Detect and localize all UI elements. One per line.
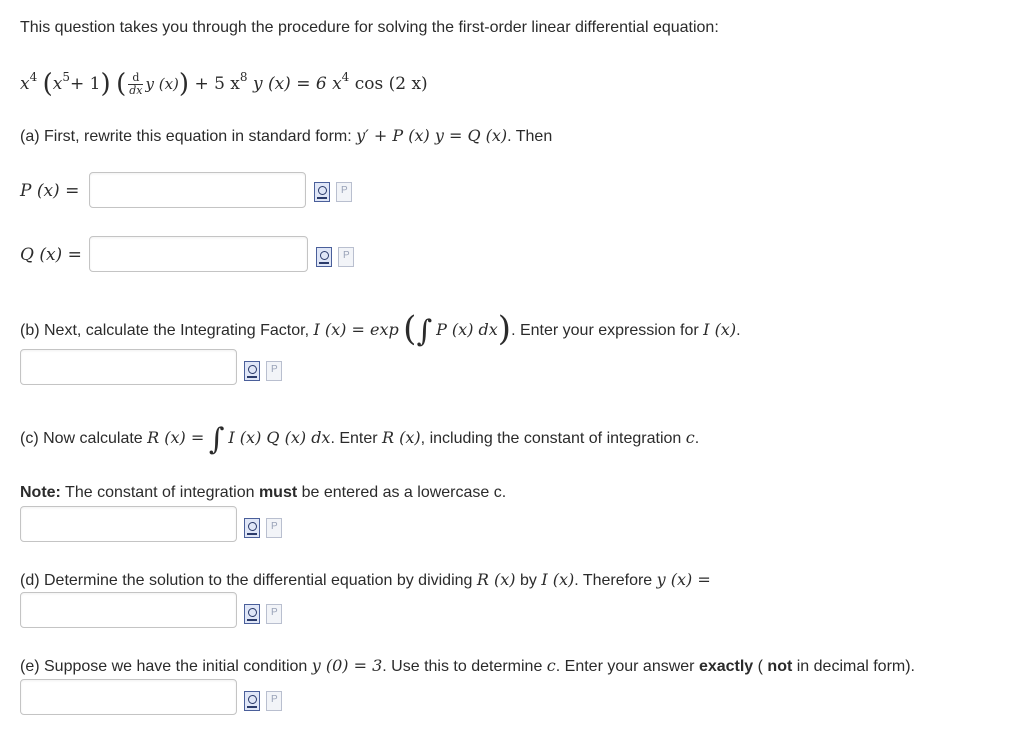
i-input[interactable] bbox=[20, 349, 237, 385]
preview-icon[interactable] bbox=[266, 361, 282, 381]
p-label: P (x) = bbox=[20, 181, 80, 201]
preview-icon[interactable] bbox=[266, 691, 282, 711]
part-c-text: (c) Now calculate R (x) = ∫ I (x) Q (x) dx. Enter R (x), including the constant of integration c. bbox=[20, 422, 700, 457]
c-tools bbox=[244, 691, 284, 713]
part-a-text: (a) First, rewrite this equation in standard form: y′ + P (x) y = Q (x). Then bbox=[20, 126, 553, 145]
y-input[interactable] bbox=[20, 592, 237, 628]
p-tools bbox=[314, 182, 354, 204]
part-d-text: (d) Determine the solution to the differential equation by dividing R (x) by I (x). Therefore y (x) = bbox=[20, 570, 711, 589]
r-tools bbox=[244, 518, 284, 540]
equation-editor-icon[interactable] bbox=[314, 182, 330, 202]
note-text: Note: The constant of integration must be entered as a lowercase c. bbox=[20, 484, 507, 501]
part-b-text: (b) Next, calculate the Integrating Factor, I (x) = exp (∫ P (x) dx). Enter your expression for I (x). bbox=[20, 309, 741, 349]
q-tools bbox=[316, 247, 356, 269]
equation-editor-icon[interactable] bbox=[244, 604, 260, 624]
equation-editor-icon[interactable] bbox=[316, 247, 332, 267]
r-input[interactable] bbox=[20, 506, 237, 542]
q-input[interactable] bbox=[89, 236, 308, 272]
preview-icon[interactable] bbox=[336, 182, 352, 202]
part-e-text: (e) Suppose we have the initial condition y (0) = 3. Use this to determine c. Enter your answer exactly ( not in decimal form). bbox=[20, 656, 915, 675]
preview-icon[interactable] bbox=[338, 247, 354, 267]
y-tools bbox=[244, 604, 284, 626]
equation-editor-icon[interactable] bbox=[244, 691, 260, 711]
intro-text: This question takes you through the procedure for solving the first-order linear differential equation: bbox=[20, 19, 719, 36]
preview-icon[interactable] bbox=[266, 604, 282, 624]
equation-editor-icon[interactable] bbox=[244, 361, 260, 381]
p-input[interactable] bbox=[89, 172, 306, 208]
equation-editor-icon[interactable] bbox=[244, 518, 260, 538]
i-tools bbox=[244, 361, 284, 383]
preview-icon[interactable] bbox=[266, 518, 282, 538]
c-input[interactable] bbox=[20, 679, 237, 715]
q-label: Q (x) = bbox=[20, 245, 82, 265]
differential-equation: $x^4$ $(x^5+ 1)$ ( $\frac{d}{dx}$ y (x)) + 5 $x^8$ y (x) = 6 $x^4$ cos (2 x) bbox=[20, 69, 428, 99]
